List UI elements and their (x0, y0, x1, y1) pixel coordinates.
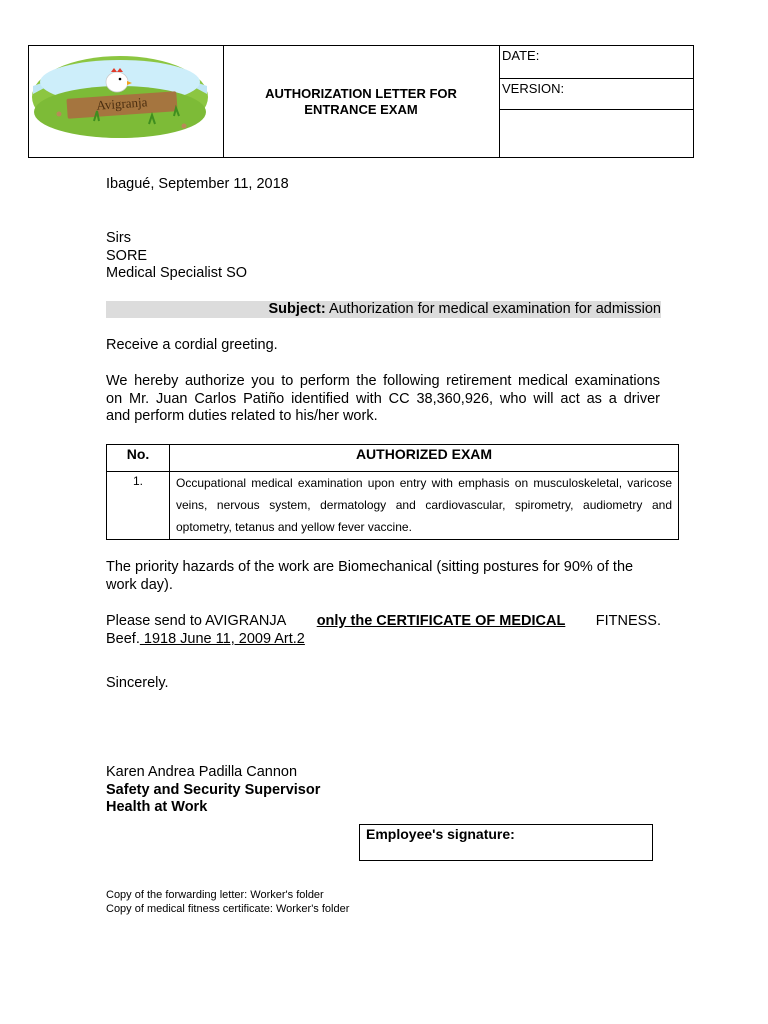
body-line: We hereby authorize you to perform the following retirement medical examinations (106, 373, 660, 389)
greeting: Receive a cordial greeting. (106, 337, 278, 353)
copies-block (106, 888, 349, 916)
recipient-line: Sirs (106, 230, 131, 246)
meta-cell (499, 46, 694, 157)
closing: Sincerely. (106, 675, 169, 691)
column-header-exam: AUTHORIZED EXAM (170, 445, 678, 472)
recipient-line: Medical Specialist SO (106, 265, 248, 281)
header-table (28, 45, 694, 158)
copy-line: Copy of the forwarding letter: Worker's folder (106, 889, 324, 901)
logo-text: Avigranja (95, 94, 148, 113)
version-label: VERSION: (499, 79, 694, 110)
place-date: Ibagué, September 11, 2018 (106, 176, 289, 192)
column-header-no: No. (107, 445, 170, 472)
logo-cell (29, 46, 224, 157)
send-emphasis: only the CERTIFICATE OF MEDICAL (316, 613, 566, 629)
document-title (223, 46, 500, 157)
signer-name: Karen Andrea Padilla Cannon (106, 764, 298, 780)
hazards-paragraph (106, 559, 633, 594)
subject-text: Authorization for medical examination for admission (328, 301, 661, 317)
signer-block (106, 764, 320, 817)
date-label: DATE: (499, 46, 694, 79)
title-line-2: ENTRANCE EXAM (304, 101, 418, 117)
reference-link[interactable]: 1918 June 11, 2009 Art.2 (139, 631, 305, 647)
hazards-line: work day). (106, 576, 173, 593)
title-line-1: AUTHORIZATION LETTER FOR (265, 85, 457, 101)
subject-label: Subject: (268, 301, 326, 317)
send-suffix: FITNESS. (595, 613, 661, 629)
table-cell-no: 1. (107, 472, 170, 539)
reference-prefix: Beef. (106, 631, 140, 647)
body-line: on Mr. Juan Carlos Patiño identified with CC 38,360,926, who will act as a driver (106, 390, 660, 407)
hazards-line: The priority hazards of the work are Biomechanical (sitting postures for 90% of the (106, 559, 634, 575)
copy-line: Copy of medical fitness certificate: Worker's folder (106, 903, 350, 915)
recipient-line: SORE (106, 247, 148, 264)
subject-line (106, 301, 661, 318)
table-cell-exam: Occupational medical examination upon entry with emphasis on musculoskeletal, varicose veins, nervous system, dermatology and cardiovascular, spirometry, audiometry and optometry, tetanus and yellow fever vaccine. (176, 476, 672, 534)
avigranja-logo (29, 46, 223, 157)
exam-table (106, 444, 679, 540)
signer-title: Health at Work (106, 799, 208, 815)
body-paragraph (106, 373, 660, 408)
recipient-block (106, 230, 247, 283)
employee-signature-box[interactable]: Employee's signature: (359, 824, 653, 861)
signer-title: Safety and Security Supervisor (106, 781, 321, 798)
reference-line (106, 631, 305, 649)
send-prefix: Please send to AVIGRANJA (106, 613, 287, 629)
send-instruction (106, 613, 661, 631)
body-line: and perform duties related to his/her work. (106, 408, 378, 424)
meta-empty-row (499, 110, 694, 157)
